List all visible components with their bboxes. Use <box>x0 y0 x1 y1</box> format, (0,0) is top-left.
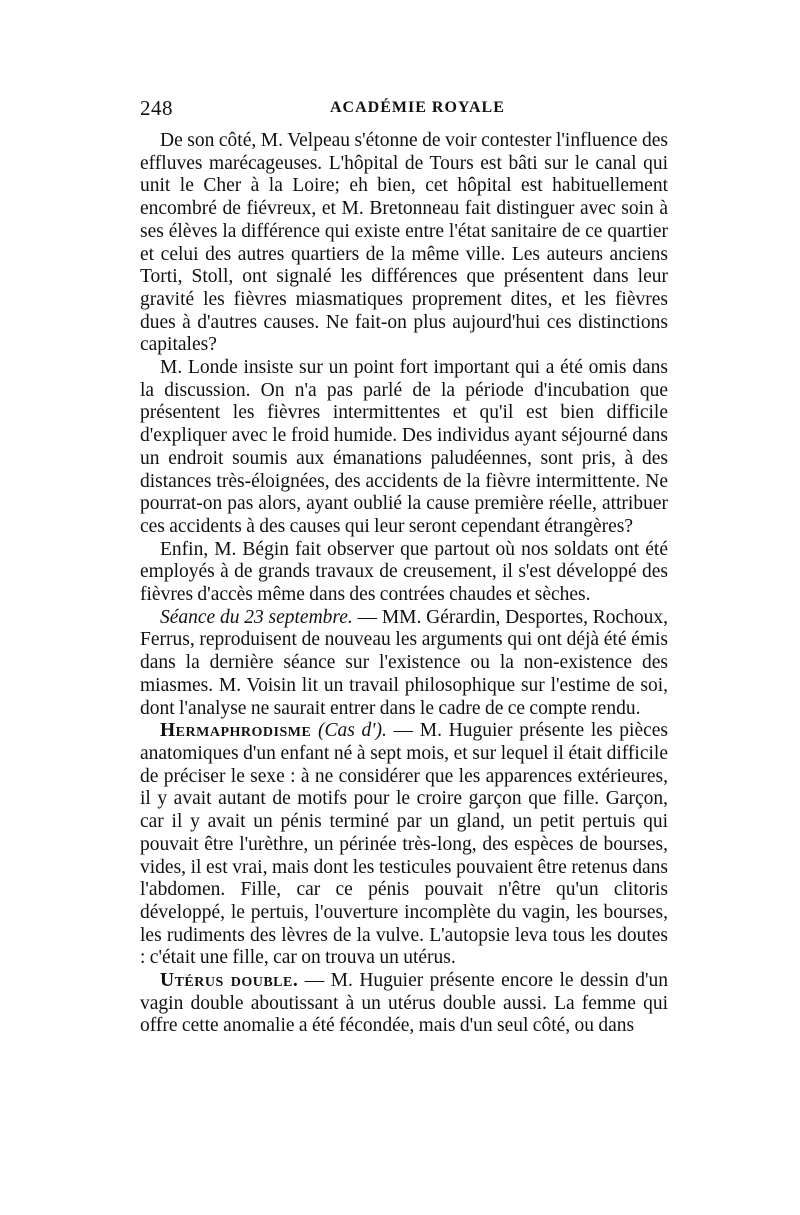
paragraph-velpeau: De son côté, M. Velpeau s'étonne de voir contester l'influence des effluves marécageuses. L'hôpital de Tours est bâti sur le canal qui unit le Cher à la Loire; eh bien, cet hôpital est habituellement encombré de fiévreux, et M. Bretonneau fait distinguer avec soin à ses élèves la différence qui existe entre l'état sanitaire de ce quartier et celui des autres quartiers de la même ville. Les auteurs anciens Torti, Stoll, ont signalé les différences que présentent dans leur gravité les fièvres miasmatiques proprement dites, et les fièvres dues à d'autres causes. Ne fait-on plus aujourd'hui ces distinctions capitales? <box>140 130 668 356</box>
running-header <box>140 96 668 126</box>
hermaphrodisme-heading: Hermaphrodisme <box>160 720 312 742</box>
paragraph-seance <box>140 607 668 721</box>
paragraph-londe: M. Londe insiste sur un point fort important qui a été omis dans la discussion. On n'a pas parlé de la période d'incubation que présentent les fièvres intermittentes et qu'il est bien difficile d'expliquer avec le froid humide. Des individus ayant séjourné dans un endroit soumis aux émanations paludéennes, sont pris, à des distances très-éloignées, des accidents de la fièvre intermittente. Ne pourrat-on pas alors, ayant oublié la cause première réelle, attribuer ces accidents à des causes qui leur seront cependant étrangères? <box>140 357 668 537</box>
paragraph-hermaphrodisme <box>140 720 668 970</box>
paragraph-begin: Enfin, M. Bégin fait observer que partout où nos soldats ont été employés à de grands travaux de creusement, il s'est développé des fièvres d'accès même dans des contrées chaudes et sèches. <box>140 538 668 606</box>
hermaphrodisme-text: — M. Huguier présente les pièces anatomiques d'un enfant né à sept mois, et sur lequel il était difficile de préciser le sexe : à ne considérer que les apparences extérieures, il y avait autant de motifs pour le croire garçon que fille. Garçon, car il y avait un pénis terminé par un gland, un petit pertuis qui pouvait être l'urèthre, un périnée très-long, des espèces de bourses, vides, il est vrai, mais dont les testicules pouvaient être retenus dans l'abdomen. Fille, car ce pénis pouvait n'être qu'un clitoris développé, le pertuis, l'ouverture incomplète du vagin, les bourses, les rudiments des lèvres de la vulve. L'autopsie leva tous les doutes : c'était une fille, car on trouva un utérus. <box>140 720 668 969</box>
hermaphrodisme-subheading: (Cas d'). <box>317 720 387 742</box>
uterus-double-text: — M. Huguier présente encore le dessin d'un vagin double aboutissant à un utérus double aussi. La femme qui offre cette anomalie a été fécondée, mais d'un seul côté, ou dans <box>140 970 669 1037</box>
body-text <box>140 130 668 1038</box>
page-number: 248 <box>140 96 173 120</box>
document-page <box>140 96 668 1038</box>
uterus-double-heading: Utérus double. <box>160 970 299 992</box>
seance-heading: Séance du 23 septembre. <box>160 606 353 628</box>
running-title: ACADÉMIE ROYALE <box>330 99 505 116</box>
paragraph-uterus-double <box>140 970 668 1038</box>
seance-text: — MM. Gérardin, Desportes, Rochoux, Ferrus, reproduisent de nouveau les arguments qui ont déjà été émis dans la dernière séance sur l'existence ou la non-existence des miasmes. M. Voisin lit un travail philosophique sur l'estime de soi, dont l'analyse ne saurait entrer dans le cadre de ce compte rendu. <box>140 606 668 719</box>
